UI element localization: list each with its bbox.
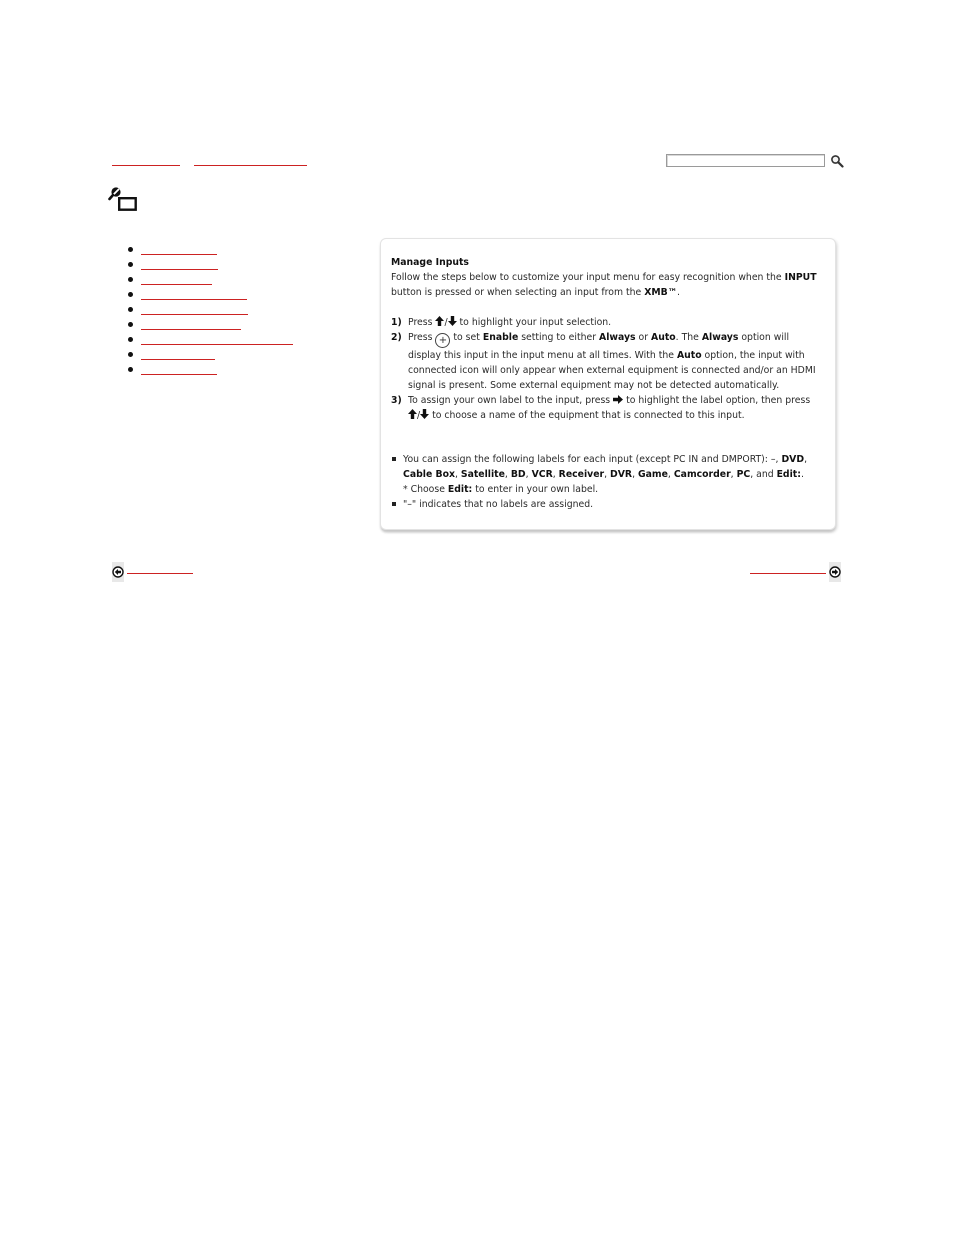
bullet-icon xyxy=(128,322,133,327)
square-bullet-icon xyxy=(392,502,396,506)
bullet-icon xyxy=(128,292,133,297)
content-panel xyxy=(380,238,836,530)
arrow-down-icon xyxy=(420,409,429,419)
settings-wrench-screen-icon xyxy=(107,186,139,214)
toc-link[interactable] xyxy=(141,314,248,315)
toc-link[interactable] xyxy=(141,269,218,270)
previous-page-button[interactable] xyxy=(112,562,124,582)
note-2: "–" indicates that no labels are assigned. xyxy=(391,497,821,512)
next-page-link[interactable] xyxy=(750,573,826,574)
toc-link[interactable] xyxy=(141,359,215,360)
step-2: 2) Press + to set Enable setting to either Always or Auto. The Always option will display this input in the input menu at all times. With the Auto option, the input with connected icon will only appear when external equipment is connected and/or an HDMI signal is present. Some external equipment may not be detected automatically. xyxy=(391,332,816,391)
notes-list xyxy=(391,452,821,512)
previous-page-link[interactable] xyxy=(127,573,193,574)
bullet-icon xyxy=(128,277,133,282)
search-button[interactable] xyxy=(830,153,844,167)
bullet-icon xyxy=(128,337,133,342)
section-title: Manage Inputs xyxy=(391,257,469,268)
bullet-icon xyxy=(128,352,133,357)
steps-list xyxy=(391,315,821,423)
intro-text: Follow the steps below to customize your input menu for easy recognition when the INPUT button is pressed or when selecting an input from the XMB™. xyxy=(391,272,817,298)
arrow-right-icon xyxy=(613,395,623,404)
next-page-button[interactable] xyxy=(829,562,841,582)
arrow-up-icon xyxy=(408,409,417,419)
toc-link[interactable] xyxy=(141,374,217,375)
bullet-icon xyxy=(128,367,133,372)
toc-link[interactable] xyxy=(141,254,217,255)
arrow-left-circle-icon xyxy=(112,566,124,578)
arrow-down-icon xyxy=(448,316,457,326)
toc-link[interactable] xyxy=(141,344,293,345)
step-1: 1) Press / to highlight your input selection. xyxy=(391,317,612,328)
bullet-icon xyxy=(128,262,133,267)
toc-link[interactable] xyxy=(141,299,247,300)
search-input[interactable] xyxy=(666,154,825,167)
content-body xyxy=(391,255,821,512)
bullet-icon xyxy=(128,307,133,312)
magnifier-icon xyxy=(830,154,844,168)
breadcrumb-link-2[interactable] xyxy=(194,156,307,166)
step-3: 3) To assign your own label to the input, press to highlight the label option, then press / to choose a name of the equipment that is connected to this input. xyxy=(391,395,811,421)
toc-link[interactable] xyxy=(141,284,212,285)
arrow-right-circle-icon xyxy=(829,566,841,578)
bullet-icon xyxy=(128,247,133,252)
toc-link[interactable] xyxy=(141,329,241,330)
enter-button-icon: + xyxy=(435,333,450,348)
breadcrumb-link-1[interactable] xyxy=(112,156,180,166)
note-1: You can assign the following labels for each input (except PC IN and DMPORT): –, DVD, Cable Box, Satellite, BD, VCR, Receiver, DVR, Game, Camcorder, PC, and Edit:. * Choose Edit: to enter in your own label. xyxy=(391,452,821,497)
square-bullet-icon xyxy=(392,457,396,461)
